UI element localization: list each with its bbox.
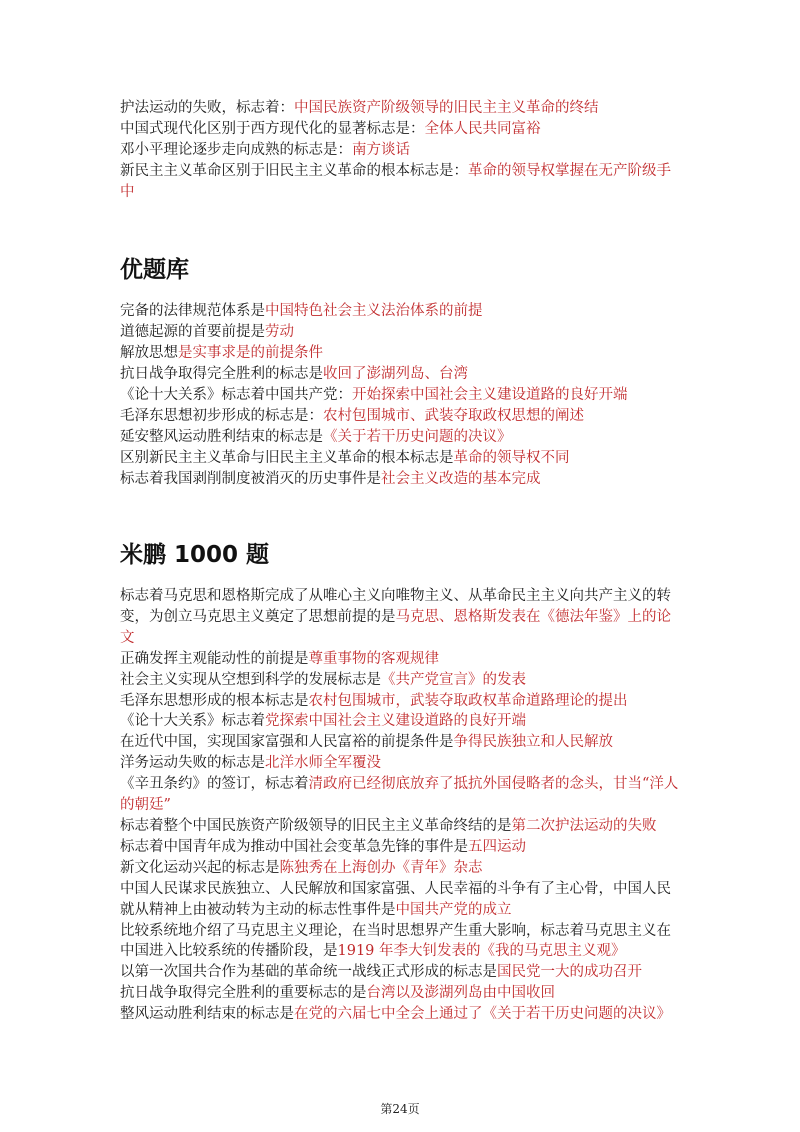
section-heading: 米鹏 1000 题 xyxy=(120,542,270,568)
item-answer: 劳动 xyxy=(265,324,294,340)
list-item xyxy=(120,711,685,732)
item-answer: 马克思、恩格斯发表在《德法年鉴》上的论文 xyxy=(120,608,671,646)
intro-list xyxy=(120,98,685,203)
list-item xyxy=(120,427,685,448)
item-prefix: 护法运动的失败，标志着： xyxy=(120,100,294,116)
item-answer: 中国共产党的成立 xyxy=(395,901,512,918)
item-prefix: 完备的法律规范体系是 xyxy=(120,303,265,319)
item-prefix: 正确发挥主观能动性的前提是 xyxy=(120,650,309,667)
list-item xyxy=(120,816,685,837)
item-prefix: 解放思想 xyxy=(120,345,178,361)
item-prefix: 标志着我国剥削制度被消灭的历史事件是 xyxy=(120,471,381,487)
list-item xyxy=(120,774,685,816)
list-item xyxy=(120,649,685,670)
item-answer: 北洋水师全军覆没 xyxy=(265,755,381,772)
item-answer: 社会主义改造的基本完成 xyxy=(381,471,541,487)
item-prefix: 抗日战争取得完全胜利的标志是 xyxy=(120,366,323,382)
section-2-list xyxy=(120,586,685,1025)
list-item xyxy=(120,322,685,343)
page-number: 第24页 xyxy=(380,1102,420,1116)
item-prefix: 整风运动胜利结束的标志是 xyxy=(120,1006,294,1023)
item-prefix: 新文化运动兴起的标志是 xyxy=(120,859,280,876)
item-answer: 农村包围城市，武装夺取政权革命道路理论的提出 xyxy=(308,692,628,709)
list-item xyxy=(120,385,685,406)
item-prefix: 标志着中国青年成为推动中国社会变革急先锋的事件是 xyxy=(120,838,468,855)
item-answer: 革命的领导权不同 xyxy=(453,450,570,466)
item-answer: 在党的六届七中全会上通过了《关于若干历史问题的决议》 xyxy=(294,1006,671,1023)
list-item xyxy=(120,364,685,385)
item-answer: 清政府已经彻底放弃了抵抗外国侵略者的念头，甘当“洋人的朝廷” xyxy=(120,776,679,814)
item-prefix: 标志着马克思和恩格斯完成了从唯心主义向唯物主义、从革命民主主义向共产主义的转变，为创立马克思主义奠定了思想前提的是 xyxy=(120,588,671,625)
item-answer: 1919 年李大钊发表的《我的马克思主义观》 xyxy=(337,943,626,960)
list-item xyxy=(120,879,685,921)
list-item xyxy=(120,343,685,364)
list-item xyxy=(120,161,685,203)
item-prefix: 社会主义实现从空想到科学的发展标志是 xyxy=(120,671,381,688)
section-1-list xyxy=(120,301,685,490)
item-answer: 尊重事物的客观规律 xyxy=(308,650,439,667)
list-item xyxy=(120,670,685,691)
item-answer: 收回了澎湖列岛、台湾 xyxy=(323,366,468,382)
list-item xyxy=(120,586,685,649)
list-item xyxy=(120,1004,685,1025)
list-item xyxy=(120,448,685,469)
item-prefix: 标志着整个中国民族资产阶级领导的旧民主主义革命终结的是 xyxy=(120,817,512,834)
list-item xyxy=(120,858,685,879)
list-item xyxy=(120,962,685,983)
list-item xyxy=(120,469,685,490)
list-item xyxy=(120,921,685,963)
item-answer: 《关于若干历史问题的决议》 xyxy=(323,429,512,445)
list-item xyxy=(120,732,685,753)
item-answer: 台湾以及澎湖列岛由中国收回 xyxy=(366,985,555,1002)
item-prefix: 《论十大关系》标志着 xyxy=(120,713,265,730)
item-prefix: 毛泽东思想初步形成的标志是： xyxy=(120,408,323,424)
item-answer: 党探索中国社会主义建设道路的良好开端 xyxy=(265,713,526,730)
item-prefix: 邓小平理论逐步走向成熟的标志是： xyxy=(120,142,352,158)
item-prefix: 比较系统地介绍了马克思主义理论，在当时思想界产生重大影响，标志着马克思主义在中国进入比较系统的传播阶段，是 xyxy=(120,922,671,960)
list-item xyxy=(120,301,685,322)
list-item xyxy=(120,119,685,140)
list-item xyxy=(120,98,685,119)
item-prefix: 抗日战争取得完全胜利的重要标志的是 xyxy=(120,985,367,1002)
section-heading: 优题库 xyxy=(120,257,189,283)
item-answer: 第二次护法运动的失败 xyxy=(511,817,657,834)
item-answer: 中国特色社会主义法治体系的前提 xyxy=(265,303,483,319)
item-answer: 国民党一大的成功召开 xyxy=(497,964,642,981)
item-answer: 南方谈话 xyxy=(352,142,410,158)
item-answer: 开始探索中国社会主义建设道路的良好开端 xyxy=(352,387,628,403)
item-answer: 农村包围城市、武装夺取政权思想的阐述 xyxy=(323,408,584,424)
item-prefix: 在近代中国，实现国家富强和人民富裕的前提条件是 xyxy=(120,734,454,751)
item-prefix: 以第一次国共合作为基础的革命统一战线正式形成的标志是 xyxy=(120,964,497,981)
list-item xyxy=(120,691,685,712)
list-item xyxy=(120,406,685,427)
item-prefix: 中国人民谋求民族独立、人民解放和国家富强、人民幸福的斗争有了主心骨，中国人民就从精神上由被动转为主动的标志性事件是 xyxy=(120,880,671,918)
item-answer: 全体人民共同富裕 xyxy=(424,121,541,137)
item-answer: 争得民族独立和人民解放 xyxy=(453,734,613,751)
item-prefix: 区别新民主主义革命与旧民主主义革命的根本标志是 xyxy=(120,450,454,466)
item-prefix: 《论十大关系》标志着中国共产党： xyxy=(120,387,352,403)
item-prefix: 延安整风运动胜利结束的标志是 xyxy=(120,429,323,445)
item-prefix: 新民主主义革命区别于旧民主主义革命的根本标志是： xyxy=(120,163,468,179)
list-item xyxy=(120,753,685,774)
item-prefix: 洋务运动失败的标志是 xyxy=(120,755,265,772)
item-prefix: 道德起源的首要前提是 xyxy=(120,324,265,340)
item-answer: 中国民族资产阶级领导的旧民主主义革命的终结 xyxy=(294,100,599,116)
item-prefix: 《辛丑条约》的签订，标志着 xyxy=(120,776,309,793)
list-item xyxy=(120,140,685,161)
list-item xyxy=(120,983,685,1004)
item-prefix: 毛泽东思想形成的根本标志是 xyxy=(120,692,309,709)
item-answer: 五四运动 xyxy=(468,838,526,855)
item-answer: 是实事求是的前提条件 xyxy=(178,345,323,361)
list-item xyxy=(120,837,685,858)
item-answer: 《共产党宣言》的发表 xyxy=(381,671,526,688)
item-answer: 陈独秀在上海创办《青年》杂志 xyxy=(279,859,483,876)
item-prefix: 中国式现代化区别于西方现代化的显著标志是： xyxy=(120,121,425,137)
item-answer: 革命的领导权掌握在无产阶级手中 xyxy=(120,163,671,200)
